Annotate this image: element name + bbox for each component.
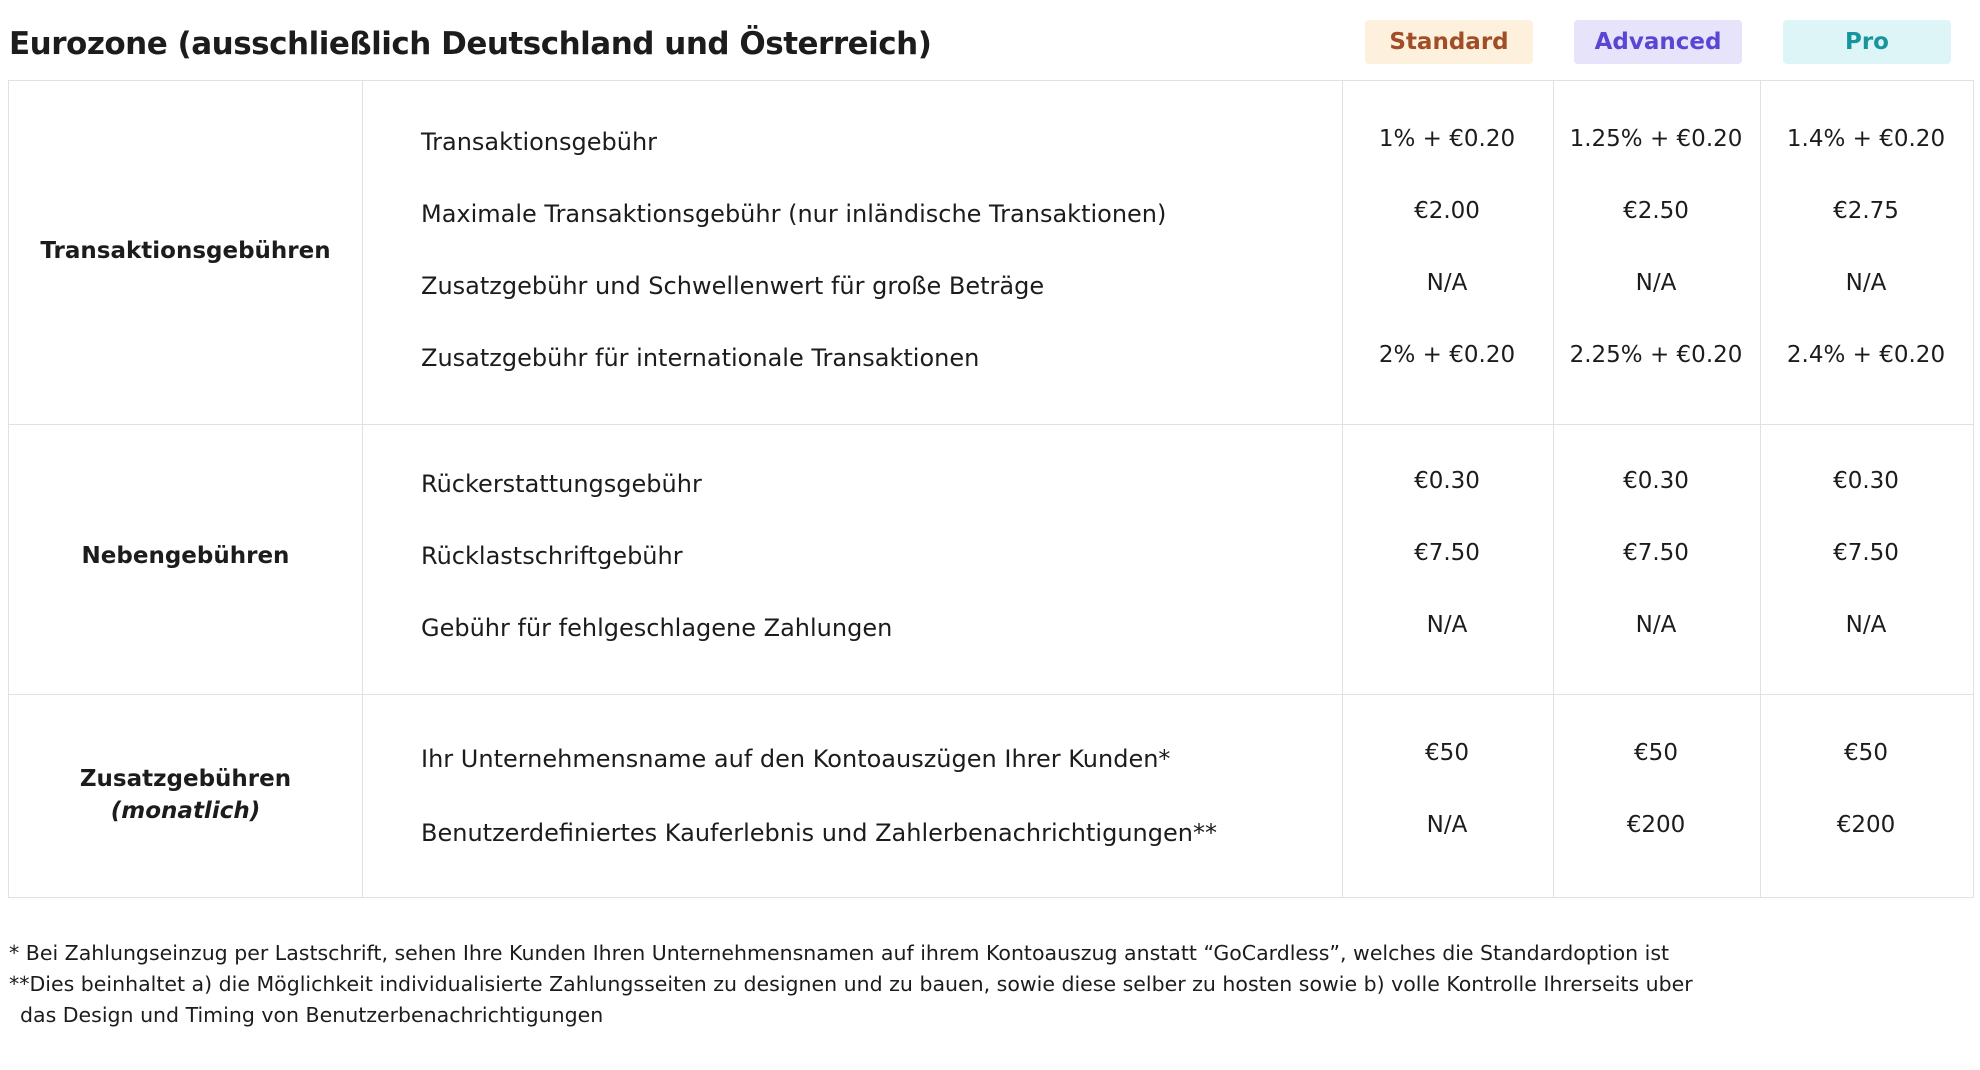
cell-standard: N/A xyxy=(1426,812,1468,838)
cell-advanced: €50 xyxy=(1634,740,1678,766)
cell-pro: €2.75 xyxy=(1833,198,1899,224)
cell-advanced: N/A xyxy=(1635,270,1677,296)
cell-advanced: €2.50 xyxy=(1623,198,1689,224)
column-divider xyxy=(362,81,363,897)
row-label: Maximale Transaktionsgebühr (nur inländische Transaktionen) xyxy=(421,200,1167,228)
cell-standard: 1% + €0.20 xyxy=(1378,126,1516,152)
cell-pro: €7.50 xyxy=(1833,540,1899,566)
row-label: Benutzerdefiniertes Kauferlebnis und Zahlerbenachrichtigungen** xyxy=(421,819,1217,847)
cell-pro: 2.4% + €0.20 xyxy=(1786,342,1946,368)
pricing-table xyxy=(8,80,1974,898)
cell-advanced: N/A xyxy=(1635,612,1677,638)
cell-advanced: 1.25% + €0.20 xyxy=(1569,126,1743,152)
plan-badge-advanced: Advanced xyxy=(1574,20,1742,64)
cell-standard: N/A xyxy=(1426,612,1468,638)
plan-badge-pro: Pro xyxy=(1783,20,1951,64)
footnote-2: **Dies beinhaltet a) die Möglichkeit individualisierte Zahlungsseiten zu designen und zu bauen, sowie diese selber zu hosten sowie b) volle Kontrolle Ihrerseits uber xyxy=(9,972,1693,996)
cell-standard: 2% + €0.20 xyxy=(1378,342,1516,368)
row-label: Transaktionsgebühr xyxy=(421,128,658,156)
cell-pro: 1.4% + €0.20 xyxy=(1786,126,1946,152)
footnote-2-continued: das Design und Timing von Benutzerbenachrichtigungen xyxy=(20,1003,604,1027)
plan-badge-standard: Standard xyxy=(1365,20,1533,64)
section-label-text: Zusatzgebühren xyxy=(79,766,292,792)
footnote-1: * Bei Zahlungseinzug per Lastschrift, sehen Ihre Kunden Ihren Unternehmensnamen auf ihrem Kontoauszug anstatt “GoCardless”, welches die Standardoption ist xyxy=(9,941,1670,965)
section-label-nebengebuehren: Nebengebühren xyxy=(81,543,290,569)
cell-pro: €200 xyxy=(1836,812,1896,838)
cell-advanced: 2.25% + €0.20 xyxy=(1569,342,1743,368)
section-sublabel: (monatlich) xyxy=(110,798,261,824)
cell-advanced: €0.30 xyxy=(1623,468,1689,494)
cell-standard: €7.50 xyxy=(1414,540,1480,566)
cell-advanced: €7.50 xyxy=(1623,540,1689,566)
cell-standard: €2.00 xyxy=(1414,198,1480,224)
row-label: Zusatzgebühr und Schwellenwert für große Beträge xyxy=(421,272,1045,300)
row-label: Gebühr für fehlgeschlagene Zahlungen xyxy=(421,614,893,642)
footnotes xyxy=(9,938,1693,1031)
cell-pro: €50 xyxy=(1844,740,1888,766)
cell-pro: N/A xyxy=(1845,612,1887,638)
cell-advanced: €200 xyxy=(1626,812,1686,838)
row-label: Rücklastschriftgebühr xyxy=(421,542,683,570)
section-label-transaktionsgebuehren: Transaktionsgebühren xyxy=(40,238,331,264)
section-divider xyxy=(9,694,1973,695)
cell-pro: N/A xyxy=(1845,270,1887,296)
page-title: Eurozone (ausschließlich Deutschland und Österreich) xyxy=(9,26,932,62)
row-label: Zusatzgebühr für internationale Transaktionen xyxy=(421,344,980,372)
cell-standard: €50 xyxy=(1425,740,1469,766)
section-label-zusatzgebuehren xyxy=(9,763,362,827)
row-label: Ihr Unternehmensname auf den Kontoauszügen Ihrer Kunden* xyxy=(421,745,1171,773)
row-label: Rückerstattungsgebühr xyxy=(421,470,702,498)
cell-standard: €0.30 xyxy=(1414,468,1480,494)
cell-standard: N/A xyxy=(1426,270,1468,296)
section-divider xyxy=(9,424,1973,425)
cell-pro: €0.30 xyxy=(1833,468,1899,494)
